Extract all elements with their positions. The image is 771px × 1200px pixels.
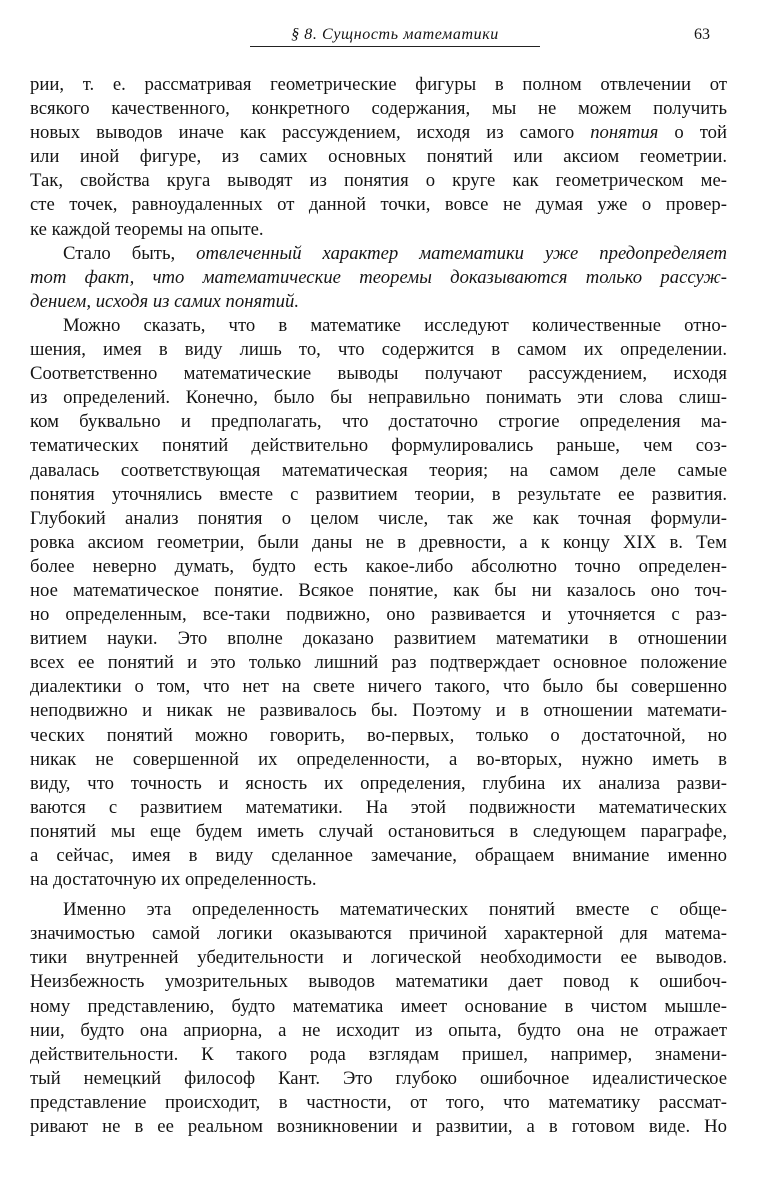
- page-header: [0, 0, 771, 50]
- text-line: а сейчас, имея в виду сделанное замечание, обращаем внимание именно: [30, 845, 727, 866]
- text-line: витием науки. Это вполне доказано развитием математики в отношении: [30, 628, 727, 650]
- text-line: Неизбежность умозрительных выводов математики дает повод к ошибоч-: [30, 971, 727, 993]
- text-line: всех ее понятий и это только лишний раз подтверждает основное положение: [30, 652, 727, 674]
- text-line: нии, будто она априорна, а не исходит из опыта, будто она не отражает: [30, 1019, 727, 1041]
- text-line: значимостью самой логики оказываются причиной характерной для матема-: [30, 923, 727, 945]
- text-line: на достаточную их определенность.: [30, 869, 317, 891]
- text-line: понятия уточнялись вместе с развитием теории, в результате ее развития.: [30, 483, 727, 505]
- text-line: ному представлению, будто математика имеет основание в чистом мышле-: [30, 995, 727, 1017]
- text-line: понятий мы еще будем иметь случай остановиться в следующем параграфе,: [30, 820, 727, 842]
- text-line: ное математическое понятие. Всякое понятие, как бы ни казалось оно точ-: [30, 579, 727, 601]
- text-line: сте точек, равноудаленных от данной точки, вовсе не думая уже о провер-: [30, 194, 727, 216]
- text-line: никак не совершенной их определенности, а во-вторых, нужно иметь в: [30, 748, 727, 770]
- text-line: диалектики о том, что нет на свете ничего такого, что было бы совершенно: [30, 676, 727, 698]
- text-line: тематических понятий действительно формулировались раньше, чем соз-: [30, 435, 727, 457]
- text-line: действительности. К такого рода взглядам пришел, например, знамени-: [30, 1043, 727, 1065]
- text-line: или иной фигуре, из самих основных понятий или аксиом геометрии.: [30, 146, 727, 168]
- text-line: всякого качественного, конкретного содержания, мы не можем получить: [30, 98, 727, 120]
- text-line: виду, что точность и ясность их определения, глубина их анализа разви-: [30, 772, 727, 794]
- text-line: шения, имея в виду лишь то, что содержится в самом их определении.: [30, 339, 727, 361]
- text-line: Стало быть, отвлеченный характер математики уже предопределяет: [63, 242, 727, 264]
- text-line: Глубокий анализ понятия о целом числе, так же как точная формули-: [30, 507, 727, 529]
- text-line: тый немецкий философ Кант. Это глубоко ошибочное идеалистическое: [30, 1067, 727, 1089]
- text-line: из определений. Конечно, было бы неправильно понимать эти слова слиш-: [30, 387, 727, 409]
- text-line: ривают не в ее реальном возникновении и развитии, а в готовом виде. Но: [30, 1116, 727, 1138]
- text-line: Так, свойства круга выводят из понятия о круге как геометрическом ме-: [30, 170, 727, 192]
- text-line: неподвижно и никак не развивалось бы. Поэтому и в отношении математи-: [30, 700, 727, 722]
- body-text: [30, 73, 727, 1139]
- text-line: давалась соответствующая математическая теория; на самом деле самые: [30, 459, 727, 481]
- text-line: ке каждой теоремы на опыте.: [30, 218, 264, 240]
- text-line: Можно сказать, что в математике исследуют количественные отно-: [63, 314, 727, 336]
- text-line: дением, исходя из самих понятий.: [30, 290, 300, 312]
- text-line: ваются с развитием математики. На этой подвижности математических: [30, 796, 727, 818]
- text-line: Соответственно математические выводы получают рассуждением, исходя: [30, 363, 727, 385]
- page-number: 63: [694, 26, 710, 43]
- text-line: но определенным, все-таки подвижно, оно развивается и уточняется с раз-: [30, 604, 727, 626]
- text-line: тики внутренней убедительности и логической необходимости ее выводов.: [30, 947, 727, 969]
- text-line: ком буквально и предполагать, что достаточно строгие определения ма-: [30, 411, 727, 433]
- text-line: ровка аксиом геометрии, были даны не в древности, а к концу XIX в. Тем: [30, 531, 727, 553]
- text-line: представление происходит, в частности, от того, что математику рассмат-: [30, 1091, 727, 1113]
- running-head: § 8. Сущность математики: [250, 24, 540, 47]
- text-line: тот факт, что математические теоремы доказываются только рассуж-: [30, 266, 727, 288]
- text-line: рии, т. е. рассматривая геометрические фигуры в полном отвлечении от: [30, 74, 727, 95]
- text-line: более неверно думать, будто есть какое-либо абсолютно точно определен-: [30, 555, 727, 577]
- text-line: ческих понятий можно говорить, во-первых, только о достаточной, но: [30, 724, 727, 746]
- text-line: новых выводов иначе как рассуждением, исходя из самого понятия о той: [30, 122, 728, 144]
- text-line: Именно эта определенность математических понятий вместе с обще-: [63, 899, 727, 921]
